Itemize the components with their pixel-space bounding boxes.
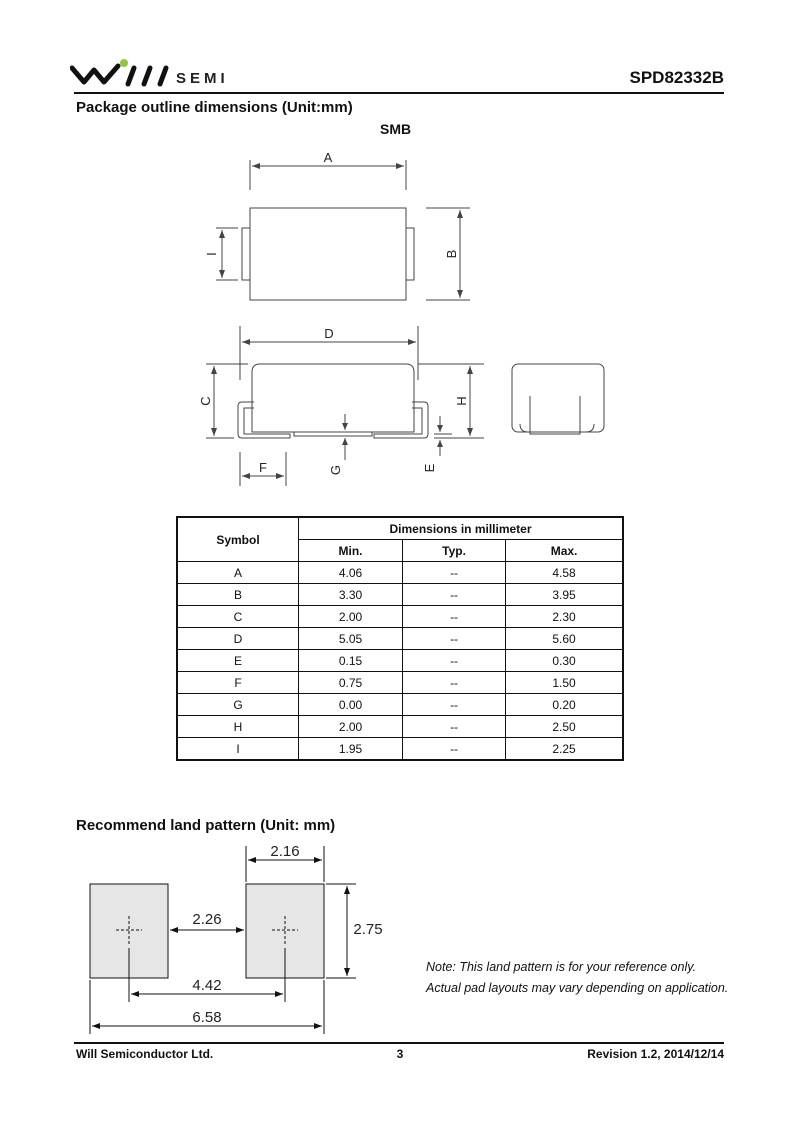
dim-label-g: G bbox=[328, 464, 343, 476]
end-view-body bbox=[512, 364, 604, 432]
col-max-header: Max. bbox=[506, 540, 623, 562]
typ-cell: -- bbox=[403, 694, 506, 716]
typ-cell: -- bbox=[403, 606, 506, 628]
symbol-cell: F bbox=[177, 672, 299, 694]
symbol-cell: C bbox=[177, 606, 299, 628]
package-name: SMB bbox=[380, 121, 412, 137]
land-dim-pad-width: 2.16 bbox=[270, 843, 300, 860]
dim-label-f: F bbox=[259, 460, 267, 475]
land-note-line-2: Actual pad layouts may vary depending on application. bbox=[426, 981, 729, 995]
header-rule bbox=[74, 92, 724, 94]
max-cell: 0.20 bbox=[506, 694, 623, 716]
table-row bbox=[177, 584, 623, 606]
dim-label-e: E bbox=[422, 463, 437, 473]
end-view-lead bbox=[530, 396, 580, 434]
dimensions-group-header: Dimensions in millimeter bbox=[299, 517, 624, 540]
side-view-lead-right bbox=[374, 402, 428, 438]
typ-cell: -- bbox=[403, 650, 506, 672]
max-cell: 2.30 bbox=[506, 606, 623, 628]
footer-revision: Revision 1.2, 2014/12/14 bbox=[587, 1047, 724, 1061]
min-cell: 2.00 bbox=[299, 606, 403, 628]
land-dim-pad-height: 2.75 bbox=[353, 921, 383, 938]
dim-label-a: A bbox=[323, 150, 333, 165]
dim-label-d: D bbox=[324, 326, 334, 341]
typ-cell: -- bbox=[403, 584, 506, 606]
table-row bbox=[177, 738, 623, 761]
land-note-line-1: Note: This land pattern is for your reference only. bbox=[426, 960, 697, 974]
dim-label-c: C bbox=[198, 396, 213, 406]
dimensions-table bbox=[176, 516, 624, 761]
package-outline-drawing bbox=[190, 140, 620, 500]
min-cell: 3.30 bbox=[299, 584, 403, 606]
table-row bbox=[177, 716, 623, 738]
table-row bbox=[177, 606, 623, 628]
side-view-lead-left bbox=[238, 402, 290, 438]
dim-label-i: I bbox=[204, 252, 219, 256]
col-min-header: Min. bbox=[299, 540, 403, 562]
land-dim-overall: 6.58 bbox=[192, 1009, 222, 1026]
min-cell: 0.75 bbox=[299, 672, 403, 694]
brand-name: SEMI bbox=[176, 70, 229, 87]
symbol-cell: B bbox=[177, 584, 299, 606]
symbol-cell: I bbox=[177, 738, 299, 761]
max-cell: 1.50 bbox=[506, 672, 623, 694]
symbol-header: Symbol bbox=[177, 517, 299, 562]
symbol-cell: G bbox=[177, 694, 299, 716]
min-cell: 4.06 bbox=[299, 562, 403, 584]
min-cell: 0.00 bbox=[299, 694, 403, 716]
footer-page-number: 3 bbox=[396, 1047, 404, 1061]
top-view-lead-right bbox=[406, 228, 414, 280]
max-cell: 4.58 bbox=[506, 562, 623, 584]
footer-rule bbox=[74, 1042, 724, 1044]
min-cell: 2.00 bbox=[299, 716, 403, 738]
typ-cell: -- bbox=[403, 738, 506, 761]
side-view-body bbox=[252, 364, 414, 432]
max-cell: 5.60 bbox=[506, 628, 623, 650]
symbol-cell: A bbox=[177, 562, 299, 584]
land-pattern-title: Recommend land pattern (Unit: mm) bbox=[76, 817, 336, 834]
min-cell: 5.05 bbox=[299, 628, 403, 650]
top-view-body bbox=[250, 208, 406, 300]
typ-cell: -- bbox=[403, 672, 506, 694]
logo-dot bbox=[120, 59, 128, 67]
symbol-cell: H bbox=[177, 716, 299, 738]
max-cell: 2.25 bbox=[506, 738, 623, 761]
max-cell: 3.95 bbox=[506, 584, 623, 606]
min-cell: 1.95 bbox=[299, 738, 403, 761]
symbol-cell: D bbox=[177, 628, 299, 650]
footer-company: Will Semiconductor Ltd. bbox=[76, 1047, 214, 1061]
symbol-cell: E bbox=[177, 650, 299, 672]
typ-cell: -- bbox=[403, 562, 506, 584]
typ-cell: -- bbox=[403, 716, 506, 738]
company-logo bbox=[70, 58, 174, 88]
table-row bbox=[177, 694, 623, 716]
max-cell: 2.50 bbox=[506, 716, 623, 738]
col-typ-header: Typ. bbox=[403, 540, 506, 562]
typ-cell: -- bbox=[403, 628, 506, 650]
land-dim-gap: 2.26 bbox=[192, 911, 222, 928]
max-cell: 0.30 bbox=[506, 650, 623, 672]
side-view-standoff bbox=[294, 432, 372, 436]
table-row bbox=[177, 672, 623, 694]
min-cell: 0.15 bbox=[299, 650, 403, 672]
part-number: SPD82332B bbox=[629, 68, 724, 87]
outline-title: Package outline dimensions (Unit:mm) bbox=[76, 99, 353, 116]
dim-label-b: B bbox=[444, 249, 459, 259]
table-row bbox=[177, 650, 623, 672]
dim-label-h: H bbox=[454, 396, 469, 406]
land-dim-pitch: 4.42 bbox=[192, 977, 222, 994]
top-view-lead-left bbox=[242, 228, 250, 280]
table-row bbox=[177, 628, 623, 650]
land-pattern-drawing bbox=[80, 840, 400, 1040]
table-row bbox=[177, 562, 623, 584]
